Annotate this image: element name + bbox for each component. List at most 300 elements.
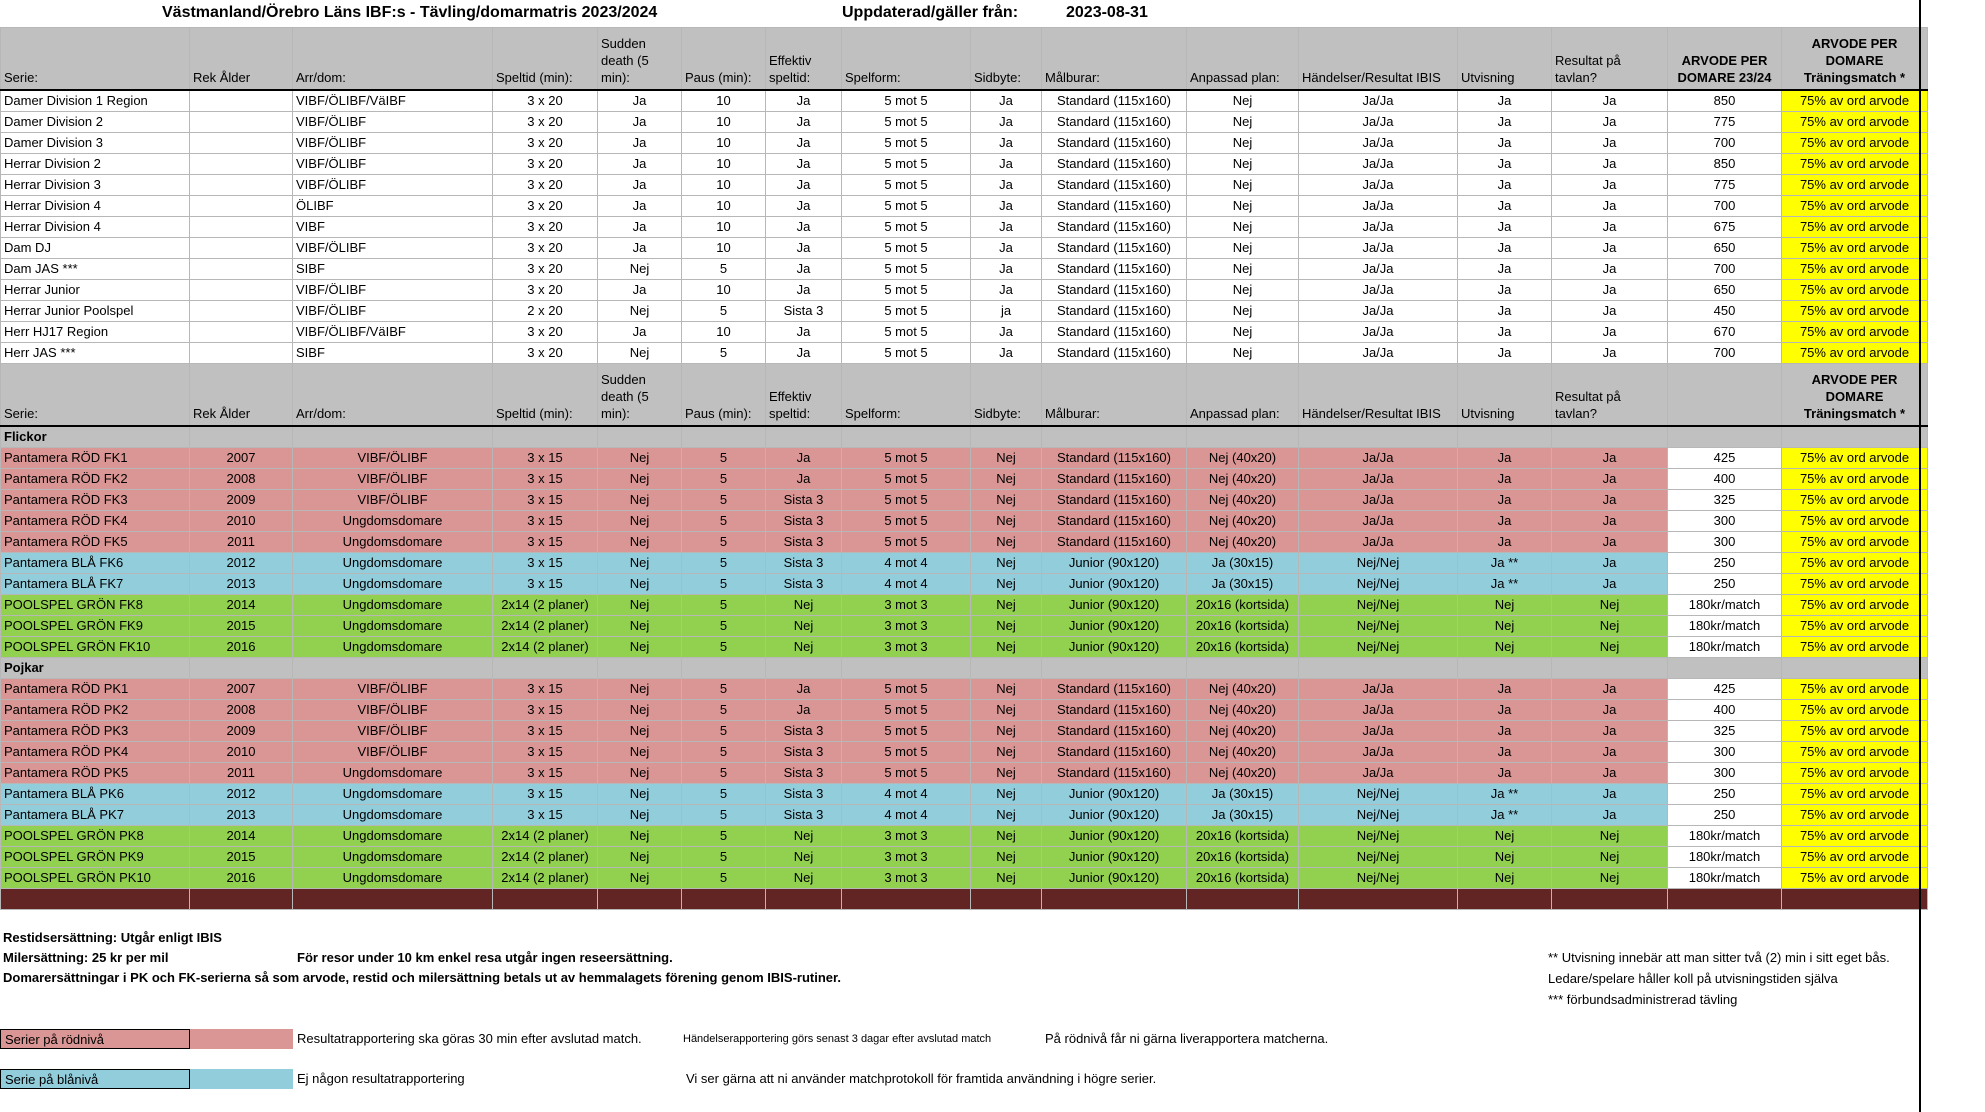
cell-resultat: Ja — [1552, 721, 1668, 742]
table-row — [1, 196, 1928, 217]
cell-effektiv: Ja — [766, 90, 842, 112]
cell-arvode: 180kr/match — [1668, 847, 1782, 868]
cell-rek_alder: 2014 — [190, 595, 293, 616]
cell-malburar: Standard (115x160) — [1042, 301, 1187, 322]
cell-arvode_tr: 75% av ord arvode — [1782, 805, 1928, 826]
cell-anpassad: Nej (40x20) — [1187, 490, 1299, 511]
group-cell — [682, 658, 766, 679]
cell-paus: 10 — [682, 90, 766, 112]
group-cell — [1782, 658, 1928, 679]
cell-resultat: Nej — [1552, 595, 1668, 616]
cell-spelform: 3 mot 3 — [842, 616, 971, 637]
cell-handelser: Ja/Ja — [1299, 742, 1458, 763]
table-row — [1, 90, 1928, 112]
cell-anpassad: Nej — [1187, 301, 1299, 322]
header-handelser: Händelser/Resultat IBIS — [1299, 364, 1458, 427]
cell-anpassad: Nej — [1187, 175, 1299, 196]
header-resultat: Resultat på tavlan? — [1552, 364, 1668, 427]
cell-rek_alder: 2011 — [190, 532, 293, 553]
cell-sudden: Ja — [598, 154, 682, 175]
group-cell — [190, 658, 293, 679]
cell-spelform: 5 mot 5 — [842, 322, 971, 343]
cell-effektiv: Ja — [766, 343, 842, 364]
cell-malburar: Junior (90x120) — [1042, 868, 1187, 889]
cell-anpassad: Nej — [1187, 133, 1299, 154]
cell-anpassad: Nej (40x20) — [1187, 448, 1299, 469]
cell-serie: Pantamera BLÅ PK6 — [1, 784, 190, 805]
header-speltid: Speltid (min): — [493, 364, 598, 427]
cell-anpassad: Nej — [1187, 90, 1299, 112]
cell-sidbyte: Nej — [971, 553, 1042, 574]
cell-paus: 5 — [682, 259, 766, 280]
cell-effektiv: Sista 3 — [766, 742, 842, 763]
red-result-note: Resultatrapportering ska göras 30 min efter avslutad match. — [297, 1031, 642, 1046]
cell-speltid: 3 x 15 — [493, 679, 598, 700]
table-row — [1, 847, 1928, 868]
cell-resultat: Ja — [1552, 805, 1668, 826]
header-sidbyte: Sidbyte: — [971, 28, 1042, 91]
cell-serie: Herrar Division 3 — [1, 175, 190, 196]
cell-malburar: Standard (115x160) — [1042, 112, 1187, 133]
cell-arvode: 180kr/match — [1668, 868, 1782, 889]
cell-paus: 5 — [682, 700, 766, 721]
cell-anpassad: Ja (30x15) — [1187, 553, 1299, 574]
cell-serie: Pantamera BLÅ FK7 — [1, 574, 190, 595]
group-cell — [1668, 426, 1782, 448]
header-serie: Serie: — [1, 28, 190, 91]
cell-arr_dom: VIBF/ÖLIBF — [293, 154, 493, 175]
header-speltid: Speltid (min): — [493, 28, 598, 91]
updated-label: Uppdaterad/gäller från: — [842, 4, 1019, 21]
cell-serie: Herrar Division 4 — [1, 217, 190, 238]
cell-effektiv: Ja — [766, 196, 842, 217]
cell-arvode_tr: 75% av ord arvode — [1782, 90, 1928, 112]
cell-handelser: Nej/Nej — [1299, 784, 1458, 805]
cell-arvode_tr: 75% av ord arvode — [1782, 490, 1928, 511]
cell-rek_alder: 2008 — [190, 469, 293, 490]
cell-malburar: Junior (90x120) — [1042, 805, 1187, 826]
group-cell — [493, 658, 598, 679]
cell-rek_alder: 2010 — [190, 511, 293, 532]
cell-malburar: Standard (115x160) — [1042, 90, 1187, 112]
cell-speltid: 3 x 15 — [493, 490, 598, 511]
cell-serie: Damer Division 2 — [1, 112, 190, 133]
cell-effektiv: Ja — [766, 238, 842, 259]
cell-speltid: 3 x 15 — [493, 721, 598, 742]
cell-handelser: Ja/Ja — [1299, 679, 1458, 700]
cell-anpassad: Ja (30x15) — [1187, 805, 1299, 826]
cell-resultat: Ja — [1552, 532, 1668, 553]
cell-sudden: Nej — [598, 259, 682, 280]
cell-malburar: Standard (115x160) — [1042, 469, 1187, 490]
cell-arvode: 250 — [1668, 553, 1782, 574]
cell-sudden: Ja — [598, 280, 682, 301]
cell-sudden: Nej — [598, 826, 682, 847]
cell-effektiv: Sista 3 — [766, 805, 842, 826]
sheet-title: Västmanland/Örebro Läns IBF:s - Tävling/domarmatris 2023/2024 — [162, 4, 658, 21]
cell-handelser: Ja/Ja — [1299, 511, 1458, 532]
cell-serie: Herrar Division 4 — [1, 196, 190, 217]
cell-arvode_tr: 75% av ord arvode — [1782, 784, 1928, 805]
cell-arvode_tr: 75% av ord arvode — [1782, 511, 1928, 532]
cell-sidbyte: Nej — [971, 490, 1042, 511]
group-cell — [971, 658, 1042, 679]
cell-serie: POOLSPEL GRÖN FK9 — [1, 616, 190, 637]
cell-paus: 5 — [682, 826, 766, 847]
group-cell — [1299, 426, 1458, 448]
cell-speltid: 3 x 15 — [493, 742, 598, 763]
cell-sudden: Ja — [598, 322, 682, 343]
cell-spelform: 5 mot 5 — [842, 700, 971, 721]
mil-note: Milersättning: 25 kr per mil — [3, 950, 169, 965]
cell-speltid: 3 x 20 — [493, 259, 598, 280]
cell-sudden: Nej — [598, 448, 682, 469]
cell-paus: 10 — [682, 175, 766, 196]
cell-resultat: Ja — [1552, 511, 1668, 532]
cell-resultat: Nej — [1552, 616, 1668, 637]
cell-malburar: Standard (115x160) — [1042, 238, 1187, 259]
cell-spelform: 5 mot 5 — [842, 742, 971, 763]
cell-arvode: 425 — [1668, 448, 1782, 469]
cell-anpassad: Ja (30x15) — [1187, 574, 1299, 595]
cell-handelser: Ja/Ja — [1299, 238, 1458, 259]
cell-rek_alder: 2016 — [190, 868, 293, 889]
cell-effektiv: Nej — [766, 847, 842, 868]
cell-arr_dom: VIBF/ÖLIBF — [293, 301, 493, 322]
group-cell — [493, 426, 598, 448]
cell-handelser: Ja/Ja — [1299, 175, 1458, 196]
cell-malburar: Standard (115x160) — [1042, 259, 1187, 280]
table-row — [1, 784, 1928, 805]
table-row — [1, 742, 1928, 763]
cell-handelser: Ja/Ja — [1299, 469, 1458, 490]
cell-handelser: Ja/Ja — [1299, 90, 1458, 112]
cell-speltid: 2x14 (2 planer) — [493, 868, 598, 889]
cell-sudden: Nej — [598, 847, 682, 868]
cell-rek_alder: 2007 — [190, 448, 293, 469]
table-row — [1, 826, 1928, 847]
title-row — [0, 0, 1985, 27]
cell-sudden: Nej — [598, 616, 682, 637]
ledare-note: Ledare/spelare håller koll på utvisningstiden själva — [1548, 971, 1838, 986]
cell-handelser: Ja/Ja — [1299, 154, 1458, 175]
table-row — [1, 574, 1928, 595]
cell-rek_alder: 2013 — [190, 805, 293, 826]
cell-malburar: Junior (90x120) — [1042, 574, 1187, 595]
cell-sudden: Nej — [598, 679, 682, 700]
cell-sudden: Nej — [598, 301, 682, 322]
cell-arvode_tr: 75% av ord arvode — [1782, 553, 1928, 574]
cell-sidbyte: Nej — [971, 679, 1042, 700]
cell-resultat: Ja — [1552, 763, 1668, 784]
group-cell — [1458, 426, 1552, 448]
cell-arr_dom: Ungdomsdomare — [293, 553, 493, 574]
cell-speltid: 3 x 15 — [493, 448, 598, 469]
cell-anpassad: 20x16 (kortsida) — [1187, 637, 1299, 658]
table-row — [1, 217, 1928, 238]
cell-utvisning: Nej — [1458, 637, 1552, 658]
cell-effektiv: Sista 3 — [766, 763, 842, 784]
cell-serie: POOLSPEL GRÖN PK9 — [1, 847, 190, 868]
cell-arvode: 325 — [1668, 490, 1782, 511]
cell-anpassad: Nej — [1187, 196, 1299, 217]
cell-arvode: 700 — [1668, 196, 1782, 217]
cell-serie: Pantamera RÖD FK4 — [1, 511, 190, 532]
cell-speltid: 2x14 (2 planer) — [493, 826, 598, 847]
cell-resultat: Ja — [1552, 238, 1668, 259]
forbund-note: *** förbundsadministrerad tävling — [1548, 992, 1738, 1007]
cell-resultat: Ja — [1552, 490, 1668, 511]
cell-arvode: 700 — [1668, 343, 1782, 364]
group-cell — [598, 426, 682, 448]
cell-arvode_tr: 75% av ord arvode — [1782, 280, 1928, 301]
cell-resultat: Ja — [1552, 133, 1668, 154]
cell-anpassad: 20x16 (kortsida) — [1187, 595, 1299, 616]
group-cell — [766, 658, 842, 679]
cell-arvode_tr: 75% av ord arvode — [1782, 700, 1928, 721]
cell-spelform: 5 mot 5 — [842, 511, 971, 532]
header-handelser: Händelser/Resultat IBIS — [1299, 28, 1458, 91]
cell-arr_dom: Ungdomsdomare — [293, 868, 493, 889]
cell-arvode_tr: 75% av ord arvode — [1782, 112, 1928, 133]
cell-effektiv: Nej — [766, 616, 842, 637]
cell-speltid: 3 x 15 — [493, 784, 598, 805]
cell-malburar: Standard (115x160) — [1042, 280, 1187, 301]
cell-utvisning: Ja — [1458, 700, 1552, 721]
cell-serie: Pantamera RÖD FK2 — [1, 469, 190, 490]
cell-arr_dom: VIBF/ÖLIBF — [293, 133, 493, 154]
cell-handelser: Ja/Ja — [1299, 217, 1458, 238]
table-row — [1, 448, 1928, 469]
cell-paus: 5 — [682, 616, 766, 637]
cell-effektiv: Ja — [766, 322, 842, 343]
table-row — [1, 805, 1928, 826]
cell-resultat: Ja — [1552, 679, 1668, 700]
cell-arr_dom: VIBF/ÖLIBF — [293, 490, 493, 511]
cell-utvisning: Nej — [1458, 868, 1552, 889]
cell-sidbyte: Nej — [971, 784, 1042, 805]
domare-note: Domarersättningar i PK och FK-serierna så som arvode, restid och milersättning betals ut av hemmalagets förening genom IBIS-rutiner. — [3, 970, 841, 985]
cell-effektiv: Ja — [766, 280, 842, 301]
header-sudden: Sudden death (5 min): — [598, 28, 682, 91]
table-row — [1, 112, 1928, 133]
cell-handelser: Ja/Ja — [1299, 490, 1458, 511]
cell-serie: Herr JAS *** — [1, 343, 190, 364]
table-row — [1, 175, 1928, 196]
header-arvode_tr: ARVODE PER DOMARE Träningsmatch * — [1782, 364, 1928, 427]
cell-paus: 5 — [682, 553, 766, 574]
table-row — [1, 490, 1928, 511]
cell-handelser: Nej/Nej — [1299, 553, 1458, 574]
table-row — [1, 532, 1928, 553]
cell-arvode_tr: 75% av ord arvode — [1782, 196, 1928, 217]
legend-blue-label: Serie på blånivå — [0, 1069, 190, 1089]
cell-handelser: Nej/Nej — [1299, 826, 1458, 847]
cell-anpassad: Nej (40x20) — [1187, 700, 1299, 721]
cell-serie: Herr HJ17 Region — [1, 322, 190, 343]
table-row — [1, 763, 1928, 784]
cell-arvode_tr: 75% av ord arvode — [1782, 469, 1928, 490]
cell-anpassad: Nej — [1187, 217, 1299, 238]
group-cell — [293, 426, 493, 448]
group-cell — [682, 426, 766, 448]
cell-utvisning: Ja — [1458, 196, 1552, 217]
cell-handelser: Ja/Ja — [1299, 343, 1458, 364]
cell-speltid: 3 x 20 — [493, 112, 598, 133]
cell-sidbyte: Ja — [971, 280, 1042, 301]
cell-effektiv: Nej — [766, 826, 842, 847]
cell-speltid: 3 x 15 — [493, 763, 598, 784]
cell-resultat: Nej — [1552, 847, 1668, 868]
cell-spelform: 5 mot 5 — [842, 532, 971, 553]
cell-sidbyte: ja — [971, 301, 1042, 322]
cell-arvode_tr: 75% av ord arvode — [1782, 742, 1928, 763]
group-cell — [293, 658, 493, 679]
cell-arvode: 675 — [1668, 217, 1782, 238]
cell-sudden: Nej — [598, 511, 682, 532]
cell-resultat: Ja — [1552, 322, 1668, 343]
cell-paus: 5 — [682, 721, 766, 742]
cell-resultat: Ja — [1552, 469, 1668, 490]
cell-spelform: 5 mot 5 — [842, 490, 971, 511]
cell-rek_alder — [190, 301, 293, 322]
cell-effektiv: Ja — [766, 259, 842, 280]
cell-paus: 5 — [682, 532, 766, 553]
table-row — [1, 238, 1928, 259]
cell-sudden: Nej — [598, 784, 682, 805]
cell-sidbyte: Ja — [971, 259, 1042, 280]
cell-speltid: 3 x 20 — [493, 154, 598, 175]
cell-serie: Pantamera RÖD PK4 — [1, 742, 190, 763]
cell-resultat: Ja — [1552, 742, 1668, 763]
cell-utvisning: Ja — [1458, 763, 1552, 784]
cell-paus: 5 — [682, 637, 766, 658]
cell-effektiv: Ja — [766, 133, 842, 154]
cell-effektiv: Ja — [766, 112, 842, 133]
cell-paus: 5 — [682, 301, 766, 322]
cell-speltid: 3 x 15 — [493, 532, 598, 553]
cell-arr_dom: Ungdomsdomare — [293, 532, 493, 553]
cell-speltid: 3 x 15 — [493, 805, 598, 826]
group-cell — [842, 658, 971, 679]
cell-speltid: 3 x 15 — [493, 700, 598, 721]
cell-resultat: Ja — [1552, 112, 1668, 133]
cell-sudden: Nej — [598, 574, 682, 595]
group-cell — [971, 426, 1042, 448]
cell-spelform: 5 mot 5 — [842, 238, 971, 259]
cell-serie: POOLSPEL GRÖN FK10 — [1, 637, 190, 658]
cell-malburar: Standard (115x160) — [1042, 721, 1187, 742]
cell-arr_dom: VIBF/ÖLIBF — [293, 679, 493, 700]
cell-arr_dom: VIBF — [293, 217, 493, 238]
cell-anpassad: 20x16 (kortsida) — [1187, 826, 1299, 847]
cell-arvode: 325 — [1668, 721, 1782, 742]
cell-effektiv: Nej — [766, 868, 842, 889]
cell-speltid: 3 x 20 — [493, 238, 598, 259]
cell-paus: 10 — [682, 112, 766, 133]
cell-resultat: Ja — [1552, 343, 1668, 364]
cell-arvode_tr: 75% av ord arvode — [1782, 154, 1928, 175]
cell-sidbyte: Nej — [971, 595, 1042, 616]
cell-spelform: 5 mot 5 — [842, 217, 971, 238]
cell-malburar: Standard (115x160) — [1042, 511, 1187, 532]
cell-arvode: 300 — [1668, 742, 1782, 763]
cell-paus: 5 — [682, 784, 766, 805]
cell-arvode: 300 — [1668, 532, 1782, 553]
cell-arr_dom: VIBF/ÖLIBF — [293, 112, 493, 133]
cell-arr_dom: VIBF/ÖLIBF — [293, 721, 493, 742]
cell-serie: Pantamera RÖD FK3 — [1, 490, 190, 511]
cell-malburar: Standard (115x160) — [1042, 763, 1187, 784]
cell-effektiv: Ja — [766, 448, 842, 469]
cell-arr_dom: VIBF/ÖLIBF — [293, 175, 493, 196]
header-paus: Paus (min): — [682, 364, 766, 427]
cell-arvode: 180kr/match — [1668, 616, 1782, 637]
cell-anpassad: Nej (40x20) — [1187, 511, 1299, 532]
cell-arr_dom: Ungdomsdomare — [293, 616, 493, 637]
cell-arvode_tr: 75% av ord arvode — [1782, 133, 1928, 154]
cell-arvode: 850 — [1668, 90, 1782, 112]
cell-paus: 5 — [682, 469, 766, 490]
cell-sudden: Nej — [598, 343, 682, 364]
header-serie: Serie: — [1, 364, 190, 427]
cell-sudden: Ja — [598, 175, 682, 196]
table-row — [1, 721, 1928, 742]
cell-paus: 5 — [682, 763, 766, 784]
cell-speltid: 2x14 (2 planer) — [493, 637, 598, 658]
cell-handelser: Ja/Ja — [1299, 301, 1458, 322]
table-row — [1, 679, 1928, 700]
cell-utvisning: Nej — [1458, 847, 1552, 868]
cell-arvode: 700 — [1668, 259, 1782, 280]
cell-sudden: Ja — [598, 133, 682, 154]
cell-serie: POOLSPEL GRÖN PK8 — [1, 826, 190, 847]
cell-resultat: Nej — [1552, 826, 1668, 847]
cell-serie: Dam JAS *** — [1, 259, 190, 280]
cell-arvode_tr: 75% av ord arvode — [1782, 532, 1928, 553]
cell-arvode_tr: 75% av ord arvode — [1782, 217, 1928, 238]
cell-spelform: 4 mot 4 — [842, 574, 971, 595]
cell-rek_alder: 2008 — [190, 700, 293, 721]
cell-malburar: Standard (115x160) — [1042, 196, 1187, 217]
cell-arr_dom: Ungdomsdomare — [293, 511, 493, 532]
cell-utvisning: Ja — [1458, 175, 1552, 196]
cell-paus: 5 — [682, 490, 766, 511]
cell-handelser: Ja/Ja — [1299, 322, 1458, 343]
cell-rek_alder — [190, 280, 293, 301]
cell-paus: 5 — [682, 805, 766, 826]
header-effektiv: Effektiv speltid: — [766, 364, 842, 427]
cell-utvisning: Ja ** — [1458, 784, 1552, 805]
cell-malburar: Standard (115x160) — [1042, 490, 1187, 511]
cell-utvisning: Ja — [1458, 742, 1552, 763]
table-row — [1, 322, 1928, 343]
cell-rek_alder: 2015 — [190, 616, 293, 637]
cell-anpassad: 20x16 (kortsida) — [1187, 616, 1299, 637]
cell-rek_alder: 2010 — [190, 742, 293, 763]
header-malburar: Målburar: — [1042, 364, 1187, 427]
cell-arr_dom: SIBF — [293, 343, 493, 364]
cell-spelform: 5 mot 5 — [842, 469, 971, 490]
group-cell — [598, 658, 682, 679]
cell-malburar: Standard (115x160) — [1042, 154, 1187, 175]
cell-utvisning: Ja ** — [1458, 553, 1552, 574]
header-arr_dom: Arr/dom: — [293, 28, 493, 91]
cell-sidbyte: Nej — [971, 637, 1042, 658]
cell-sudden: Nej — [598, 595, 682, 616]
cell-arvode_tr: 75% av ord arvode — [1782, 826, 1928, 847]
cell-anpassad: Ja (30x15) — [1187, 784, 1299, 805]
